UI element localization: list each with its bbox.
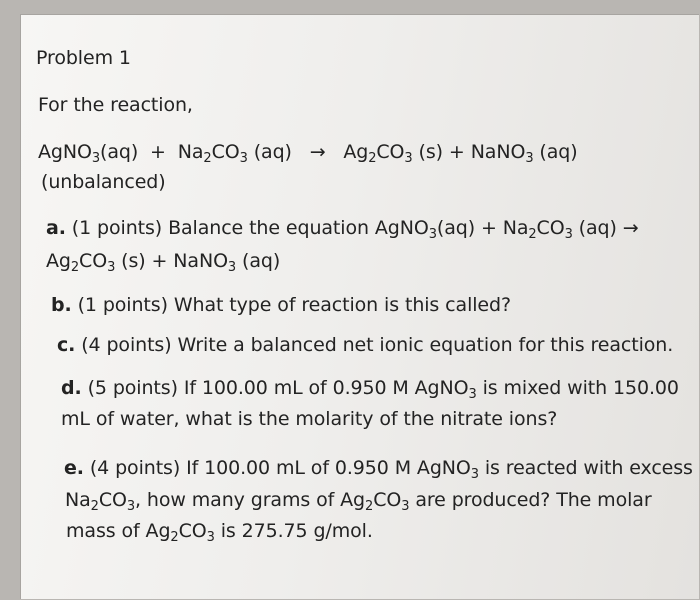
part-a-line2: $Ag_2CO_3$ (s) + NaNO$_3$ (aq) xyxy=(46,250,281,275)
unbalanced-note: (unbalanced) xyxy=(41,171,166,193)
part-d-line2: mL of water, what is the molarity of the nitrate ions? xyxy=(61,408,558,430)
part-b: b. (1 points) What type of reaction is this called? xyxy=(51,294,511,316)
reaction-equation: AgNO$_3$(aq) + $Na_2CO_3$ (aq) → $Ag_2CO_3$ (s) + NaNO$_3$ (aq) xyxy=(38,141,578,166)
part-e-line2: $Na_2CO_3$, how many grams of $Ag_2CO_3$ are produced? The molar xyxy=(65,489,652,514)
part-c: c. (4 points) Write a balanced net ionic equation for this reaction. xyxy=(57,334,674,356)
part-e: e. (4 points) If 100.00 mL of 0.950 M AgNO$_3$ is reacted with excess xyxy=(64,457,693,482)
part-d: d. (5 points) If 100.00 mL of 0.950 M AgNO$_3$ is mixed with 150.00 xyxy=(61,377,679,402)
problem-title: Problem 1 xyxy=(36,47,131,69)
part-a: a. (1 points) Balance the equation AgNO$_3$(aq) + $Na_2CO_3$ (aq) → xyxy=(46,217,639,242)
intro-text: For the reaction, xyxy=(38,94,193,116)
part-e-line3: mass of $Ag_2CO_3$ is 275.75 g/mol. xyxy=(66,520,373,545)
